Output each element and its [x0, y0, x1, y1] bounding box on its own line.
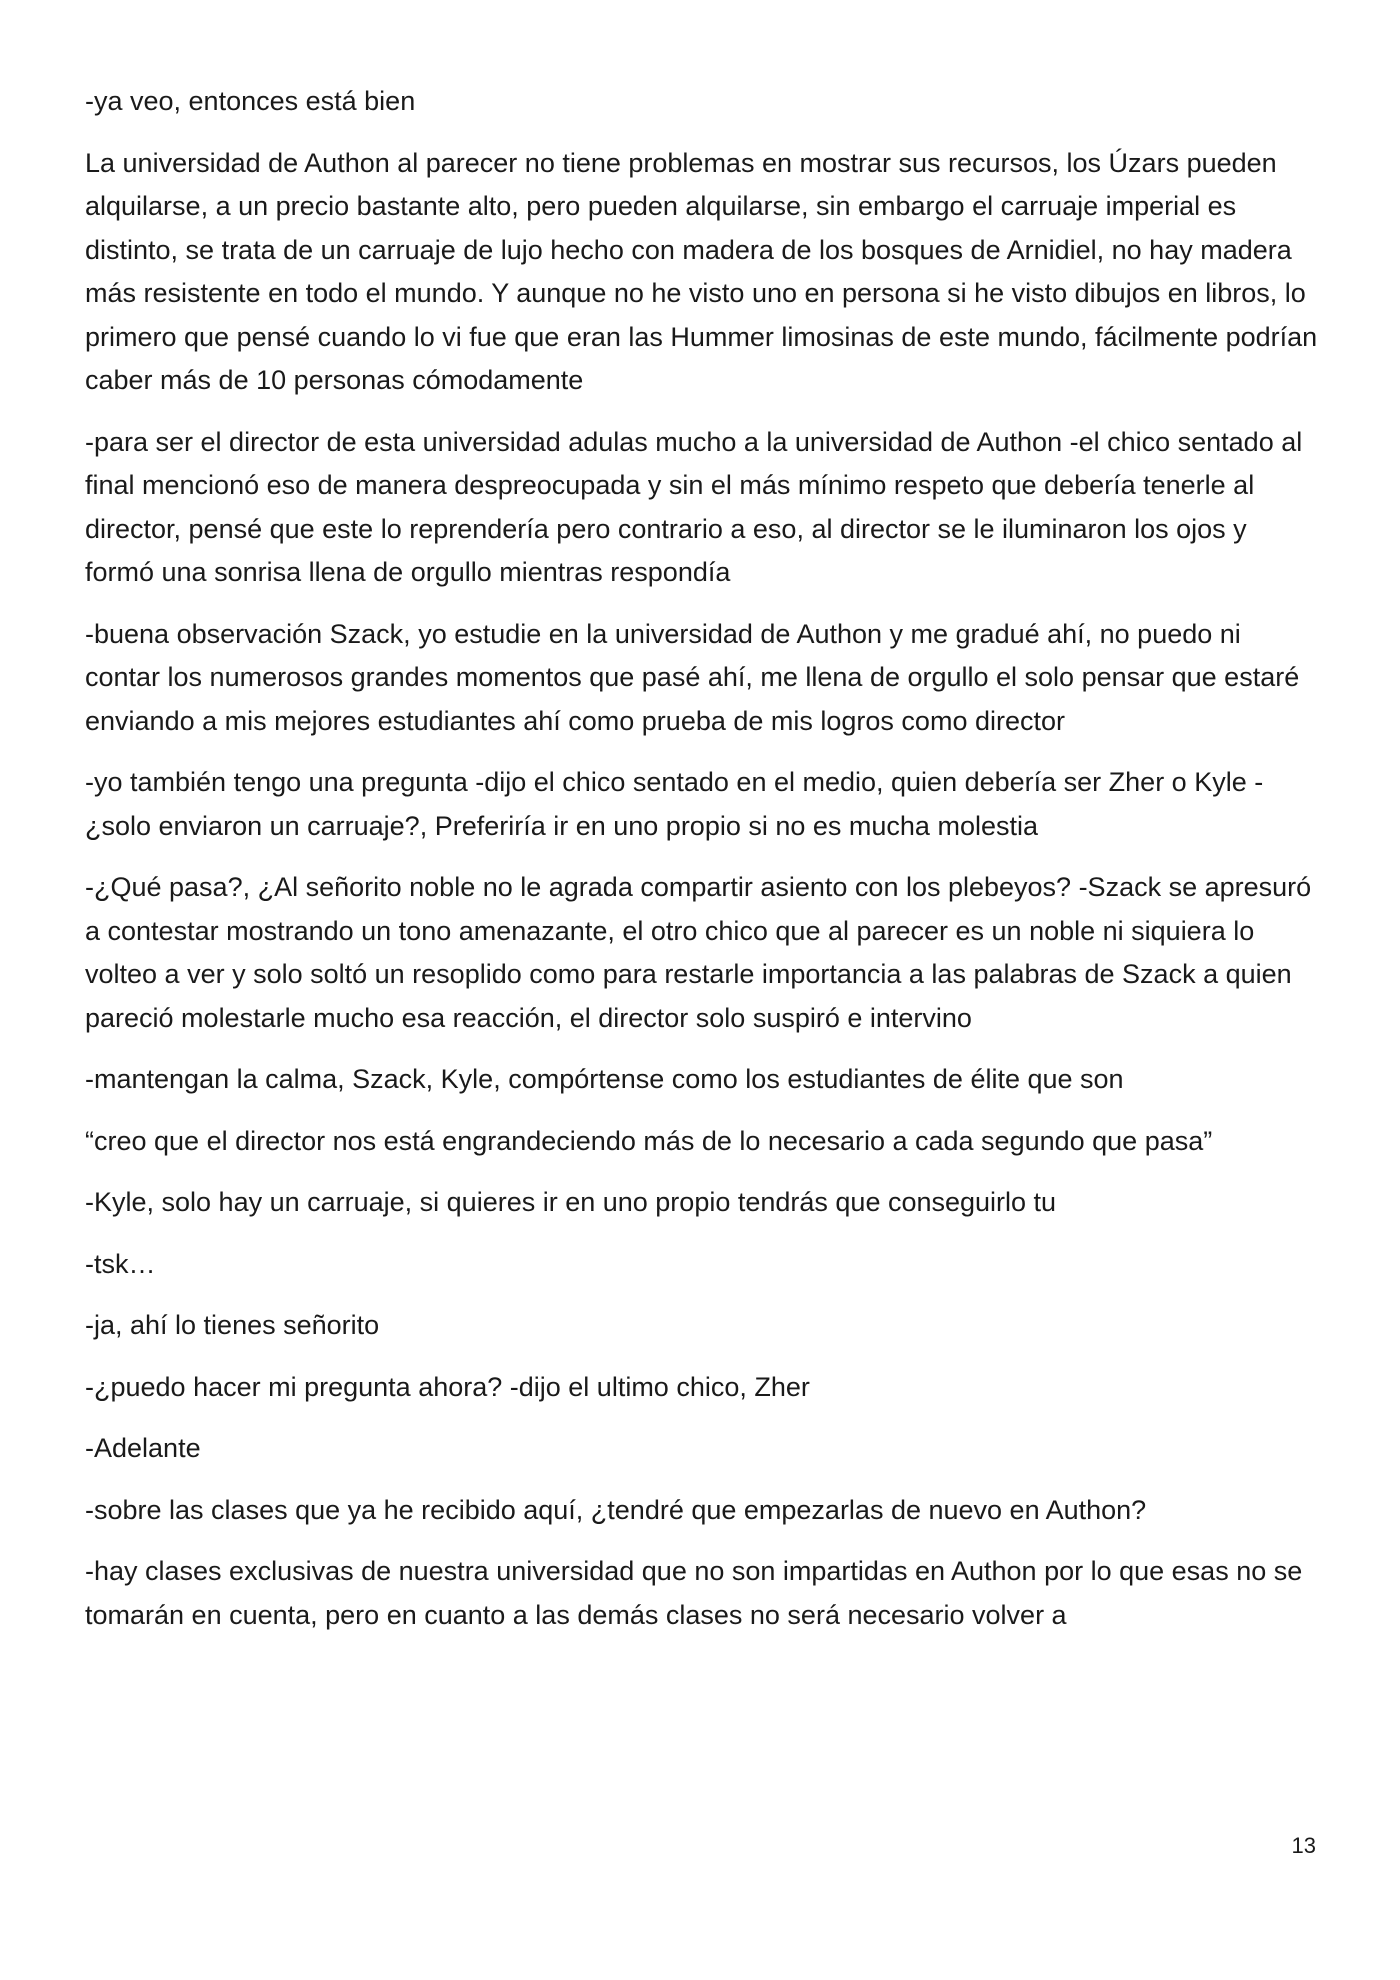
- paragraph: -mantengan la calma, Szack, Kyle, compórtense como los estudiantes de élite que son: [85, 1064, 1124, 1094]
- paragraph: -hay clases exclusivas de nuestra universidad que no son impartidas en Authon por lo que esas no se tomarán en cuenta, pero en cuanto a las demás clases no será necesario volver a: [85, 1556, 1303, 1630]
- paragraph: -para ser el director de esta universidad adulas mucho a la universidad de Authon -el chico sentado al final mencionó eso de manera despreocupada y sin el más mínimo respeto que debería tenerle al director, pensé que este lo reprendería pero contrario a eso, al director se le iluminaron los ojos y formó una sonrisa llena de orgullo mientras respondía: [85, 426, 1303, 587]
- paragraph: -sobre las clases que ya he recibido aquí, ¿tendré que empezarlas de nuevo en Authon?: [85, 1494, 1147, 1525]
- paragraph: -ya veo, entonces está bien: [85, 86, 416, 116]
- paragraph: La universidad de Authon al parecer no tiene problemas en mostrar sus recursos, los Úzars pueden alquilarse, a un precio bastante alto, pero pueden alquilarse, sin embargo el carruaje imperial es distinto, se trata de un carruaje de lujo hecho con madera de los bosques de Arnidiel, no hay madera más resistente en todo el mundo. Y aunque no he visto uno en persona si he visto dibujos en libros, lo primero que pensé cuando lo vi fue que eran las Hummer limosinas de este mundo, fácilmente podrían caber más de 10 personas cómodamente: [85, 147, 1318, 395]
- paragraph: “creo que el director nos está engrandeciendo más de lo necesario a cada segundo que pasa”: [85, 1125, 1213, 1156]
- paragraph: -buena observación Szack, yo estudie en la universidad de Authon y me gradué ahí, no puedo ni contar los numerosos grandes momentos que pasé ahí, me llena de orgullo el solo pensar que estaré enviando a mis mejores estudiantes ahí como prueba de mis logros como director: [85, 618, 1300, 736]
- paragraph: -ja, ahí lo tienes señorito: [85, 1310, 380, 1340]
- paragraph: -¿puedo hacer mi pregunta ahora? -dijo el ultimo chico, Zher: [85, 1371, 810, 1402]
- document-body: [85, 80, 1320, 1655]
- paragraph: -Adelante: [85, 1433, 201, 1463]
- paragraph: -tsk…: [85, 1248, 156, 1279]
- page-number: 13: [1291, 1833, 1316, 1858]
- paragraph: -Kyle, solo hay un carruaje, si quieres ir en uno propio tendrás que conseguirlo tu: [85, 1187, 1057, 1217]
- paragraph: -yo también tengo una pregunta -dijo el chico sentado en el medio, quien debería ser Zher o Kyle -¿solo enviaron un carruaje?, Preferiría ir en uno propio si no es mucha molestia: [85, 767, 1264, 841]
- paragraph: -¿Qué pasa?, ¿Al señorito noble no le agrada compartir asiento con los plebeyos? -Szack se apresuró a contestar mostrando un tono amenazante, el otro chico que al parecer es un noble ni siquiera lo volteo a ver y solo soltó un resoplido como para restarle importancia a las palabras de Szack a quien pareció molestarle mucho esa reacción, el director solo suspiró e intervino: [85, 872, 1312, 1033]
